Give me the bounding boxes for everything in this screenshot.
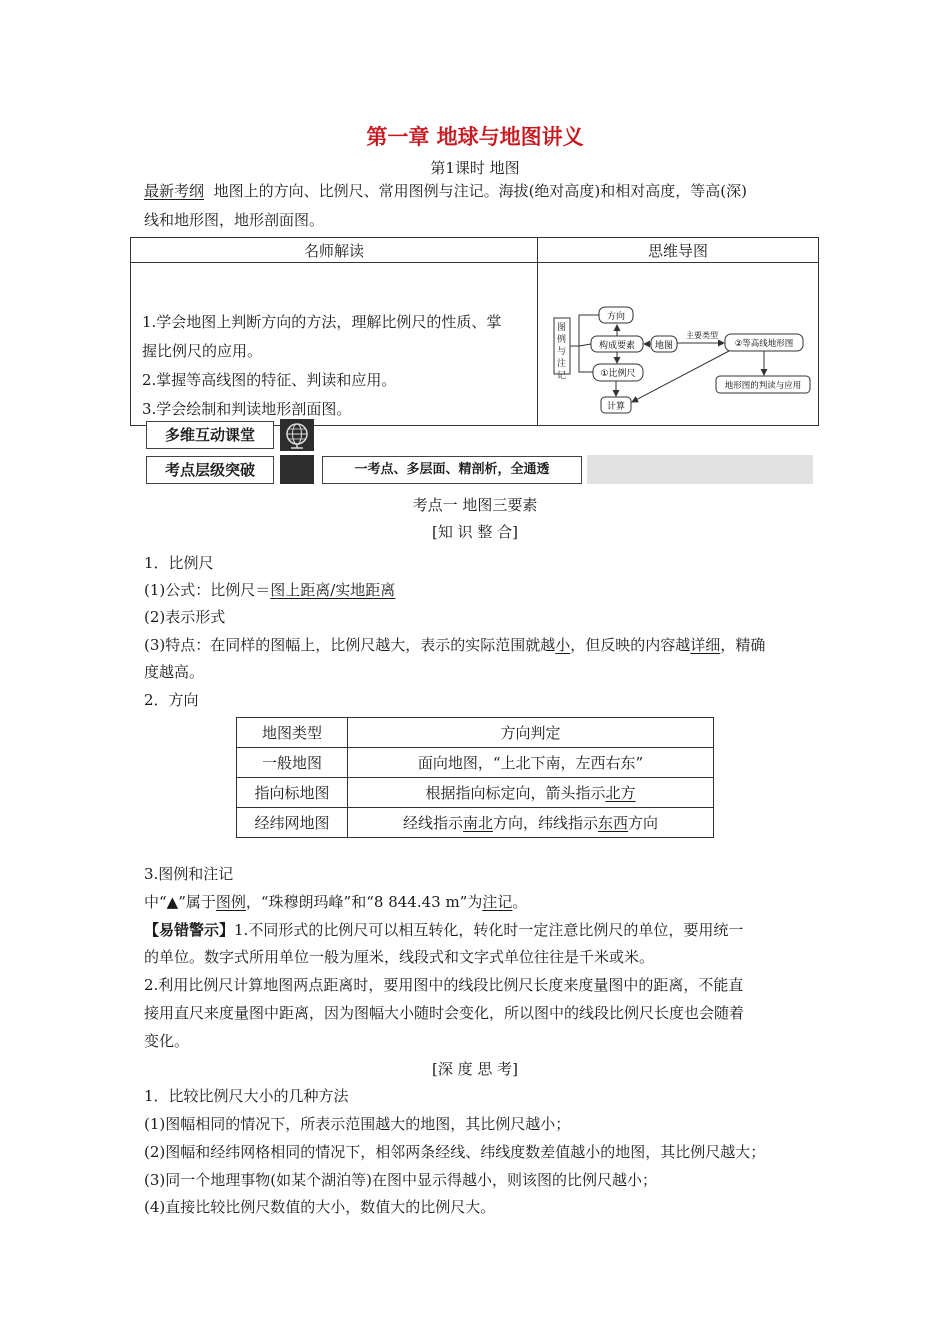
mindmap-main-types-text: 主要类型 — [686, 331, 718, 340]
row-type: 一般地图 — [237, 748, 348, 778]
row-type: 经纬网地图 — [237, 808, 348, 838]
mindmap-calc-text: 计算 — [606, 402, 626, 412]
direction-table-header-rule: 方向判定 — [348, 718, 714, 748]
compare-heading: 1．比较比例尺大小的几种方法 — [144, 1087, 349, 1105]
mindmap-contour-text: ②等高线地形图 — [734, 339, 794, 349]
scale-feature-answer-1: 小 — [555, 636, 571, 654]
mindmap-line-root-components — [579, 344, 591, 346]
mindmap-line-root-scale — [579, 346, 593, 372]
mindmap-components-text: 构成要素 — [598, 341, 636, 351]
warning-label: 【易错警示】 — [144, 921, 235, 939]
syllabus-text-1: 地图上的方向、比例尺、常用图例与注记。海拔(绝对高度)和相对高度，等高(深) — [213, 182, 747, 200]
syllabus-line-2: 线和地形图，地形剖面图。 — [144, 211, 325, 229]
mindmap-terrain-text: 地形图的判读与应用 — [724, 381, 802, 391]
syllabus-line-1 — [144, 181, 747, 201]
interpret-item-1b: 握比例尺的应用。 — [142, 342, 263, 360]
mindmap-map-text: 地图 — [654, 341, 674, 351]
scale-feature-cont: 度越高。 — [144, 663, 205, 681]
interpret-item-3: 3.学会绘制和判读地形剖面图。 — [142, 400, 352, 418]
section-heading: 考点一 地图三要素 — [412, 496, 538, 514]
scale-heading: 1．比例尺 — [144, 554, 214, 572]
table1-header-mindmap: 思维导图 — [538, 238, 819, 263]
row-rule-answer: 南北 — [462, 814, 493, 832]
banner-interactive-class: 多维互动课堂 — [146, 421, 274, 449]
root-c5: 记 — [557, 371, 567, 381]
banner-grey-bar — [587, 455, 813, 484]
page-title: 第一章 地球与地图讲义 — [366, 125, 584, 149]
scale-feature-a: (3)特点：在同样的图幅上，比例尺越大，表示的实际范围就越 — [144, 636, 556, 654]
root-c1: 图 — [557, 323, 567, 333]
knowledge-integration-label: [知 识 整 合] — [431, 523, 518, 541]
scale-feature-answer-2: 详细 — [690, 636, 721, 654]
legend-heading: 3.图例和注记 — [144, 865, 234, 883]
interpret-item-2: 2.掌握等高线图的特征、判读和应用。 — [142, 371, 397, 389]
row-rule-answer: 东西 — [598, 814, 629, 832]
warning-line-3: 2.利用比例尺计算地图两点距离时，要用图中的线段比例尺长度来度量图中的距离，不能直 — [144, 976, 744, 994]
warning-line-4: 接用直尺来度量图中距离，因为图幅大小随时会变化，所以图中的线段比例尺长度也会随着 — [144, 1004, 745, 1022]
table-row — [237, 748, 714, 778]
compare-item-4: (4)直接比较比例尺数值的大小，数值大的比例尺大。 — [144, 1198, 496, 1216]
row-rule-answer: 北方 — [605, 784, 636, 802]
scale-formula-label: (1)公式：比例尺＝ — [144, 581, 271, 599]
table-row — [237, 808, 714, 838]
scale-form: (2)表示形式 — [144, 608, 226, 626]
warning-line-2: 的单位。数字式所用单位一般为厘米，线段式和文字式单位往往是千米或米。 — [144, 948, 655, 966]
row-type: 指向标地图 — [237, 778, 348, 808]
compare-item-3: (3)同一个地理事物(如某个湖泊等)在图中显示得越小，则该图的比例尺越小； — [144, 1171, 657, 1189]
mindmap-cell — [538, 263, 819, 426]
scale-feature-c: ，但反映的内容越 — [570, 636, 691, 654]
compare-item-2: (2)图幅和经纬网格相同的情况下，相邻两条经线、纬线度数差值越小的地图，其比例尺越大； — [144, 1143, 766, 1161]
overview-table — [130, 237, 819, 426]
compare-item-1: (1)图幅相同的情况下，所表示范围越大的地图，其比例尺越小； — [144, 1115, 571, 1133]
mindmap-scale-text: ①比例尺 — [600, 369, 636, 379]
row-rule: 经线指示南北方向，纬线指示东西方向 — [348, 808, 714, 838]
warning-line-1: 【易错警示】1.不同形式的比例尺可以相互转化，转化时一定注意比例尺的单位，要用统一 — [144, 921, 744, 939]
direction-table-header-type: 地图类型 — [237, 718, 348, 748]
direction-table — [236, 717, 714, 838]
scale-feature — [144, 635, 765, 655]
root-c4: 注 — [557, 359, 567, 369]
table1-header-interpret: 名师解读 — [131, 238, 538, 263]
direction-heading: 2．方向 — [144, 691, 199, 709]
interpret-cell — [131, 263, 538, 426]
deep-thinking-label: [深 度 思 考] — [431, 1060, 518, 1078]
mindmap-direction-text: 方向 — [606, 312, 626, 322]
interpret-item-1: 1.学会地图上判断方向的方法，理解比例尺的性质、掌 — [142, 313, 502, 331]
syllabus-label: 最新考纲 — [144, 182, 205, 200]
root-c3: 与 — [557, 347, 567, 357]
banner-slogan: 一考点、多层面、精剖析，全通透 — [322, 456, 582, 484]
row-rule: 面向地图，“上北下南，左西右东” — [348, 748, 714, 778]
mindmap-diagram — [539, 264, 817, 414]
banner-exam-points: 考点层级突破 — [146, 456, 274, 484]
row-rule: 根据指向标定向，箭头指示北方 — [348, 778, 714, 808]
scale-formula-answer: 图上距离/实地距离 — [270, 581, 396, 599]
legend-answer-1: 图例 — [215, 893, 246, 911]
scale-formula — [144, 580, 395, 600]
table-row — [237, 778, 714, 808]
legend-answer-2: 注记 — [482, 893, 513, 911]
globe-icon — [280, 419, 314, 451]
root-c2: 例 — [557, 335, 567, 345]
mindmap-arrow-contour-calc — [632, 351, 729, 402]
legend-line: 中“▲”属于图例，“珠穆朗玛峰”和“8 844.43 m”为注记。 — [144, 893, 528, 911]
scale-feature-e: ，精确 — [720, 636, 766, 654]
lesson-subtitle: 第1课时 地图 — [430, 159, 520, 177]
dark-square-icon — [280, 455, 314, 484]
warning-line-5: 变化。 — [144, 1032, 190, 1050]
